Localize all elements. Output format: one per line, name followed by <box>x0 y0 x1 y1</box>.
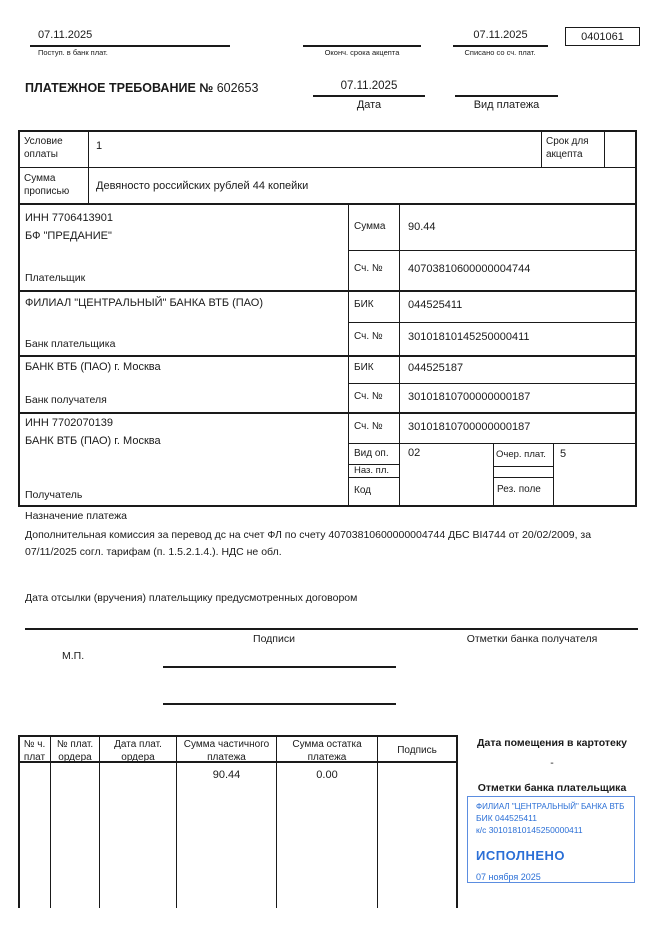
purpose-label: Назначение платежа <box>25 510 127 522</box>
payer-bank-marks-label: Отметки банка плательщика <box>477 782 627 794</box>
rule-payment-type <box>455 95 558 97</box>
card-index-label: Дата помещения в картотеку <box>477 737 627 749</box>
req-vline-ocher-right <box>553 443 554 506</box>
pp-header-rest-sum: Сумма остатка платежа <box>292 739 362 763</box>
pp-header-order-date: Дата плат. ордера <box>114 739 162 763</box>
sum-value: 90.44 <box>408 221 436 233</box>
executed-stamp <box>467 796 635 883</box>
payee-account: 30101810700000000187 <box>408 421 531 433</box>
req-hline-nazpl <box>348 477 400 478</box>
payee-account-label: Сч. № <box>354 421 383 432</box>
card-index-value: - <box>550 757 554 769</box>
req-divider-payer-bank <box>18 355 637 357</box>
document-number: 602653 <box>216 81 259 95</box>
label-accept-term: Срок для акцепта <box>546 136 589 160</box>
pp-header-signature: Подпись <box>397 745 437 756</box>
reserve-field-label: Рез. поле <box>497 484 541 495</box>
rule-accept-end <box>303 45 421 47</box>
payer-account: 40703810600000004744 <box>408 263 531 275</box>
req-hline-rezpole <box>493 477 554 478</box>
document-date: 07.11.2025 <box>340 80 398 92</box>
req-hline-sum-acc <box>348 250 636 251</box>
req-divider-payer <box>18 290 637 292</box>
payer-bank-bik-label: БИК <box>354 299 374 310</box>
stamp-status: ИСПОЛНЕНО <box>476 847 566 863</box>
signature-line-1 <box>163 666 396 668</box>
order-label: Очер. плат. <box>496 449 546 460</box>
sum-label: Сумма <box>354 221 386 232</box>
payer-bank-bik: 044525411 <box>408 299 463 311</box>
req-border-bottom <box>18 505 637 507</box>
terms-label-col-divider <box>88 130 89 205</box>
label-payment-condition: Условие оплаты <box>24 136 63 160</box>
signatures-label: Подписи <box>253 633 295 645</box>
seal-label: М.П. <box>62 650 85 662</box>
payee-bank-bik-label: БИК <box>354 362 374 373</box>
req-hline-ocher <box>493 466 554 467</box>
pp-rest-sum-value: 0.00 <box>316 769 338 781</box>
label-payment-type: Вид платежа <box>473 99 540 111</box>
payee-bank-name: БАНК ВТБ (ПАО) г. Москва <box>25 361 161 373</box>
title-text: ПЛАТЕЖНОЕ ТРЕБОВАНИЕ № <box>25 81 214 95</box>
pp-header-partial-sum: Сумма частичного платежа <box>183 739 270 763</box>
op-type-value: 02 <box>408 447 421 459</box>
payee-bank-label: Банк получателя <box>25 394 107 406</box>
stamp-bank-name: ФИЛИАЛ "ЦЕНТРАЛЬНЫЙ" БАНКА ВТБ <box>476 802 625 811</box>
label-debited: Списано со сч. плат. <box>464 48 536 57</box>
req-divider-payee-bank <box>18 412 637 414</box>
stamp-date: 07 ноября 2025 <box>476 872 541 883</box>
pp-header-part-number: № ч. плат <box>23 739 46 763</box>
form-code-box: 0401061 <box>565 27 640 46</box>
req-hline-acc-vidop <box>348 443 636 444</box>
label-date: Дата <box>356 99 382 111</box>
req-hline-bik2-acc <box>348 383 636 384</box>
amount-in-words: Девяносто российских рублей 44 копейки <box>96 180 309 192</box>
pp-v6 <box>456 735 458 908</box>
payee-bank-account: 30101810700000000187 <box>408 391 531 403</box>
date-debited: 07.11.2025 <box>473 29 528 41</box>
naz-pl-label: Наз. пл. <box>354 464 389 476</box>
payer-bank-label: Банк плательщика <box>25 338 116 350</box>
label-accept-end: Оконч. срока акцепта <box>324 48 400 57</box>
payment-condition-value: 1 <box>96 140 103 152</box>
op-type-label: Вид оп. <box>354 448 389 459</box>
payee-inn: ИНН 7702070139 <box>25 417 114 429</box>
req-hline-bik1-acc <box>348 322 636 323</box>
pp-v5 <box>377 735 378 908</box>
order-value: 5 <box>560 448 567 460</box>
accept-term-col-divider <box>541 130 542 168</box>
signatures-rule <box>25 628 638 630</box>
label-received-in-bank: Поступ. в банк плат. <box>38 48 108 57</box>
pp-header-order-number: № плат. ордера <box>56 739 94 763</box>
delivery-date-label: Дата отсылки (вручения) плательщику предусмотренных договором <box>25 592 358 604</box>
purpose-text: Дополнительная комиссия за перевод дс на счет ФЛ по счету 40703810600000004744 ДБС BI4744 от 20/02/2009, за 07/11/2025 согл. тарифам (п. 1.5.2.1.4.). НДС не обл. <box>25 529 592 558</box>
payer-bank-name: ФИЛИАЛ "ЦЕНТРАЛЬНЫЙ" БАНКА ВТБ (ПАО) <box>25 297 263 309</box>
payer-label: Плательщик <box>25 272 86 284</box>
payer-bank-account: 30101810145250000411 <box>408 331 530 343</box>
pp-table-top <box>18 735 457 737</box>
payer-inn: ИНН 7706413901 <box>25 212 114 224</box>
req-vline-ocher-left <box>493 443 494 506</box>
terms-row-divider <box>18 167 637 168</box>
signature-line-2 <box>163 703 396 705</box>
payee-bank-marks-label: Отметки банка получателя <box>466 633 598 645</box>
payee-bank-account-label: Сч. № <box>354 391 383 402</box>
code-label: Код <box>354 485 372 496</box>
payer-account-label: Сч. № <box>354 263 383 274</box>
payee-label: Получатель <box>25 489 83 501</box>
stamp-corr-account: к/с 30101810145250000411 <box>476 824 583 835</box>
rule-received <box>30 45 230 47</box>
label-amount-in-words: Сумма прописью <box>24 173 70 197</box>
document-title <box>25 80 258 96</box>
payer-bank-account-label: Сч. № <box>354 331 383 342</box>
rule-debited <box>453 45 548 47</box>
payee-name: БАНК ВТБ (ПАО) г. Москва <box>25 435 161 447</box>
stamp-bik: БИК 044525411 <box>476 812 537 823</box>
date-received-in-bank: 07.11.2025 <box>38 29 93 41</box>
payee-bank-bik: 044525187 <box>408 362 464 374</box>
rule-date <box>313 95 425 97</box>
accept-term-value-divider <box>604 130 605 168</box>
pp-partial-sum-value: 90.44 <box>212 769 241 781</box>
payer-name: БФ "ПРЕДАНИЕ" <box>25 230 112 242</box>
